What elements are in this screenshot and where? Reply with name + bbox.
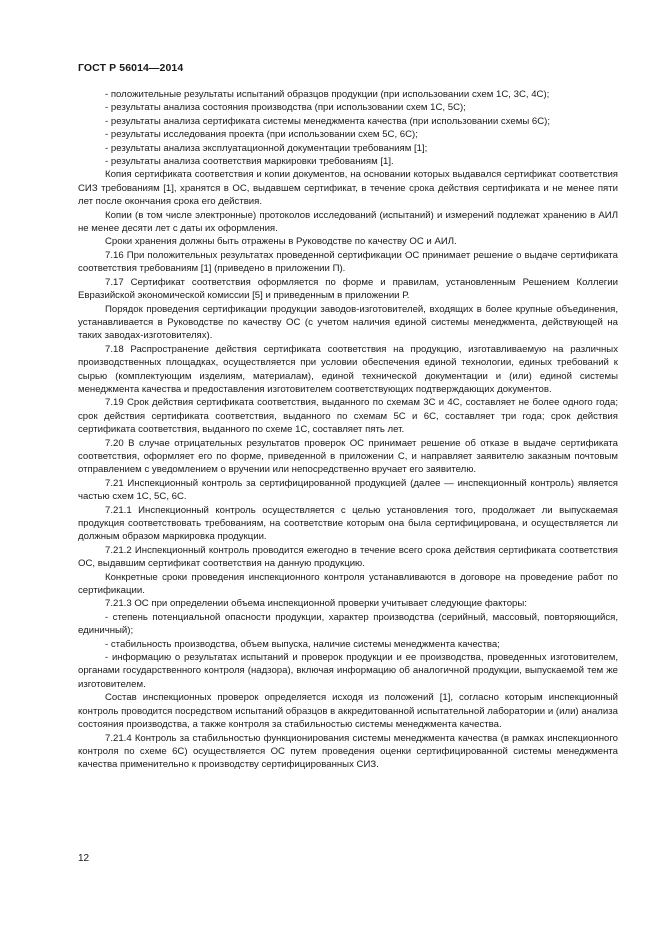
paragraph: 7.20 В случае отрицательных результатов проверок ОС принимает решение об отказе в выдаче сертификата соответствия, оформляет его по форме, приведенной в приложении С, и направляет заявителю заказным почтовым отправлением с уведомлением о вручении или непосредственно вручает его заявителю. [78, 437, 618, 476]
paragraph: - положительные результаты испытаний образцов продукции (при использовании схем 1С, 3С, 4С); [105, 89, 550, 100]
paragraph: - результаты анализа соответствия маркировки требованиям [1]. [105, 156, 394, 168]
paragraph: - информацию о результатах испытаний и проверок продукции и ее производства, проведенных изготовителем, органами государственного контроля (надзора), включая информацию об аналогичной продукции, выпускаемой тем же изготовителем. [78, 652, 618, 690]
paragraph: - результаты анализа сертификата системы менеджмента качества (при использовании схемы 6С); [105, 115, 551, 127]
page-number: 12 [78, 853, 90, 864]
paragraph: - стабильность производства, объем выпуска, наличие системы менеджмента качества; [105, 638, 500, 650]
paragraph: Порядок проведения сертификации продукции заводов-изготовителей, входящих в более крупные объединения, устанавливается в Руководстве по качеству ОС (с учетом наличия единой системы менеджмента, действующей на таких заводах-изготовителях). [78, 303, 618, 342]
paragraph: 7.19 Срок действия сертификата соответствия, выданного по схемам 3С и 4С, составляет не более одного года; срок действия сертификата соответствия, выданного по схемам 5С и 6С, составляет три года; срок действия сертификата соответствия, выданного по схеме 1С, составляет пять лет. [78, 397, 618, 436]
paragraph: 7.21 Инспекционный контроль за сертифицированной продукцией (далее — инспекционный контроль) является частью схем 1С, 5С, 6С. [78, 477, 618, 503]
paragraph: Конкретные сроки проведения инспекционного контроля устанавливаются в договоре на проведение работ по сертификации. [78, 571, 618, 597]
paragraph: 7.21.1 Инспекционный контроль осуществляется с целью установления того, продолжает ли выпускаемая продукция соответствовать требованиям, на соответствие которым она была сертифицирована, и осуществляется ли должным образом маркировка продукции. [78, 504, 618, 543]
document-body [78, 88, 618, 772]
paragraph: Копии (в том числе электронные) протоколов исследований (испытаний) и измерений подлежат хранению в АИЛ не менее десяти лет с даты их оформления. [78, 209, 618, 235]
paragraph: 7.21.2 Инспекционный контроль проводится ежегодно в течение всего срока действия сертификата соответствия ОС, выдавшим сертификат соответствия на данную продукцию. [78, 544, 618, 570]
paragraph: Состав инспекционных проверок определяется исходя из положений [1], согласно которым инспекционный контроль проводится посредством испытаний образцов в аккредитованной испытательной лаборатории и (или) анализа состояния производства, а также контроля за стабильностью системы менеджмента качества. [78, 692, 618, 731]
paragraph: Копия сертификата соответствия и копии документов, на основании которых выдавался сертификат соответствия СИЗ требованиям [1], хранятся в ОС, выдавшем сертификат, в течение срока действия сертификата и не менее пяти лет после окончания срока его действия. [78, 169, 618, 208]
paragraph: - результаты анализа эксплуатационной документации требованиям [1]; [105, 142, 428, 154]
paragraph: - степень потенциальной опасности продукции, характер производства (серийный, массовый, повторяющийся, единичный); [78, 611, 618, 637]
paragraph: 7.21.3 ОС при определении объема инспекционной проверки учитывает следующие факторы: [105, 598, 527, 610]
paragraph: Сроки хранения должны быть отражены в Руководстве по качеству ОС и АИЛ. [105, 236, 457, 248]
paragraph: - результаты исследования проекта (при использовании схем 5С, 6С); [105, 129, 418, 141]
paragraph: 7.16 При положительных результатах проведенной сертификации ОС принимает решение о выдаче сертификата соответствия требованиям [1] (приведено в приложении П). [78, 249, 618, 275]
paragraph: 7.21.4 Контроль за стабильностью функционирования системы менеджмента качества (в рамках инспекционного контроля по схеме 6С) осуществляется ОС путем проведения оценки сертифицированной системы менеджмента качества применительно к производству сертифицированных СИЗ. [78, 732, 618, 771]
paragraph: - результаты анализа состояния производства (при использовании схем 1С, 5С); [105, 102, 466, 114]
document-header: ГОСТ Р 56014—2014 [78, 62, 184, 74]
paragraph: 7.17 Сертификат соответствия оформляется по форме и правилам, установленным Решением Коллегии Евразийской экономической комиссии [5] и приведенным в приложении Р. [78, 276, 618, 302]
paragraph: 7.18 Распространение действия сертификата соответствия на продукцию, изготавливаемую на различных производственных площадках, осуществляется при условии обеспечения единой технологии, единых требований к сырью (комплектующим изделиям, материалам), единой технической документации и (или) единой системы менеджмента качества и предоставления изготовителем соответствующих подтверждающих документов. [78, 343, 618, 395]
